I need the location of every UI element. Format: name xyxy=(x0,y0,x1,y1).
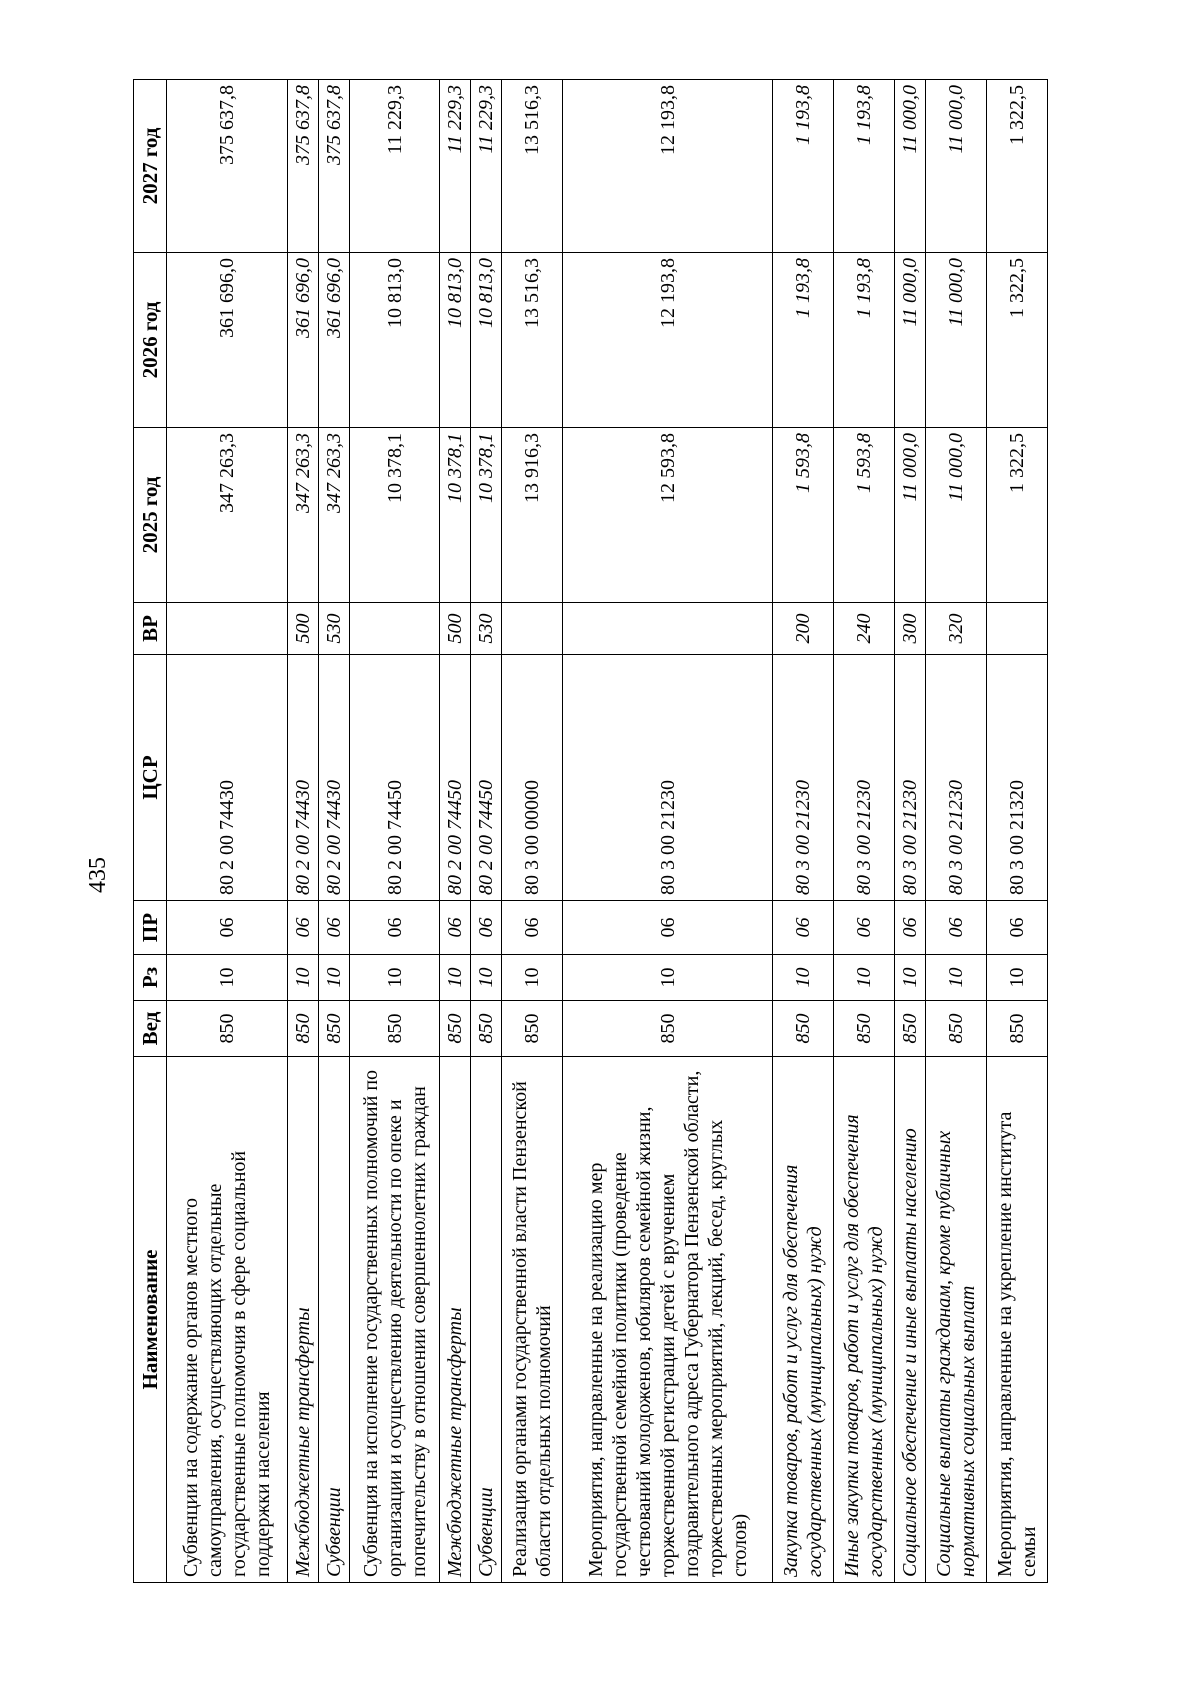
table-cell-vr xyxy=(987,603,1048,655)
header-2025: 2025 год xyxy=(134,428,167,603)
table-cell-2025: 13 916,3 xyxy=(502,428,563,603)
table-cell-2025: 347 263,3 xyxy=(287,428,318,603)
table-body xyxy=(167,80,1048,1583)
table-cell-pr: 06 xyxy=(287,901,318,955)
table-cell-vr: 240 xyxy=(834,603,895,655)
table-cell-ved: 850 xyxy=(318,1001,349,1057)
table-cell-pr: 06 xyxy=(834,901,895,955)
table-cell-csr: 80 2 00 74450 xyxy=(349,655,440,901)
table-cell-name: Иные закупки товаров, работ и услуг для обеспечения государственных (муниципальных) нужд xyxy=(834,1057,895,1583)
table-row xyxy=(502,80,563,1583)
header-vr: ВР xyxy=(134,603,167,655)
table-cell-rz: 10 xyxy=(926,955,987,1001)
table-cell-vr: 300 xyxy=(895,603,926,655)
table-cell-2026: 11 000,0 xyxy=(895,253,926,428)
table-cell-name: Субвенции на содержание органов местного самоуправления, осуществляющих отдельные государственные полномочия в сфере социальной поддержки населения xyxy=(167,1057,288,1583)
table-cell-pr: 06 xyxy=(440,901,471,955)
table-cell-2026: 10 813,0 xyxy=(471,253,502,428)
table-cell-csr: 80 3 00 21230 xyxy=(563,655,773,901)
table-cell-ved: 850 xyxy=(987,1001,1048,1057)
table-cell-2027: 13 516,3 xyxy=(502,80,563,253)
table-cell-2027: 12 193,8 xyxy=(563,80,773,253)
table-cell-name: Межбюджетные трансферты xyxy=(440,1057,471,1583)
table-cell-pr: 06 xyxy=(773,901,834,955)
table-cell-2025: 10 378,1 xyxy=(349,428,440,603)
table-cell-name: Социальные выплаты гражданам, кроме публичных нормативных социальных выплат xyxy=(926,1057,987,1583)
table-cell-name: Социальное обеспечение и иные выплаты населению xyxy=(895,1057,926,1583)
table-header-row xyxy=(134,80,167,1583)
table-cell-2026: 10 813,0 xyxy=(440,253,471,428)
table-cell-name: Мероприятия, направленные на реализацию мер государственной семейной политики (проведение чествований молодоженов, юбиляров семейной жизни, торжественной регистрации детей с вручением поздравительного адреса Губернатора Пензенской области, торжественных мероприятий, лекций, бесед, круглых столов) xyxy=(563,1057,773,1583)
table-cell-2027: 1 322,5 xyxy=(987,80,1048,253)
table-cell-name: Реализация органами государственной власти Пензенской области отдельных полномочий xyxy=(502,1057,563,1583)
table-cell-rz: 10 xyxy=(895,955,926,1001)
table-cell-csr: 80 3 00 21320 xyxy=(987,655,1048,901)
table-cell-name: Субвенции xyxy=(471,1057,502,1583)
table-cell-name: Мероприятия, направленные на укрепление института семьи xyxy=(987,1057,1048,1583)
table-cell-rz: 10 xyxy=(834,955,895,1001)
table-cell-rz: 10 xyxy=(318,955,349,1001)
table-row xyxy=(773,80,834,1583)
table-cell-csr: 80 2 00 74430 xyxy=(318,655,349,901)
table-row xyxy=(287,80,318,1583)
table-cell-csr: 80 2 00 74450 xyxy=(471,655,502,901)
table-cell-ved: 850 xyxy=(895,1001,926,1057)
table-row xyxy=(926,80,987,1583)
header-rz: Рз xyxy=(134,955,167,1001)
header-ved: Вед xyxy=(134,1001,167,1057)
table-cell-ved: 850 xyxy=(926,1001,987,1057)
table-cell-rz: 10 xyxy=(167,955,288,1001)
table-cell-pr: 06 xyxy=(563,901,773,955)
table-cell-ved: 850 xyxy=(563,1001,773,1057)
table-cell-ved: 850 xyxy=(471,1001,502,1057)
table-cell-pr: 06 xyxy=(167,901,288,955)
table-cell-2026: 361 696,0 xyxy=(287,253,318,428)
table-cell-2025: 10 378,1 xyxy=(440,428,471,603)
table-cell-ved: 850 xyxy=(167,1001,288,1057)
rotated-table-container xyxy=(133,80,1048,1583)
table-row xyxy=(318,80,349,1583)
table-cell-2026: 361 696,0 xyxy=(167,253,288,428)
table-cell-2025: 1 593,8 xyxy=(834,428,895,603)
table-cell-csr: 80 3 00 21230 xyxy=(926,655,987,901)
table-cell-rz: 10 xyxy=(287,955,318,1001)
table-cell-csr: 80 3 00 00000 xyxy=(502,655,563,901)
table-cell-2025: 1 593,8 xyxy=(773,428,834,603)
table-cell-ved: 850 xyxy=(287,1001,318,1057)
table-cell-2026: 13 516,3 xyxy=(502,253,563,428)
table-row xyxy=(167,80,288,1583)
table-cell-2025: 1 322,5 xyxy=(987,428,1048,603)
table-cell-2027: 11 229,3 xyxy=(440,80,471,253)
table-cell-2026: 1 193,8 xyxy=(834,253,895,428)
table-cell-2026: 1 193,8 xyxy=(773,253,834,428)
table-cell-vr xyxy=(349,603,440,655)
table-cell-vr: 530 xyxy=(318,603,349,655)
table-cell-rz: 10 xyxy=(440,955,471,1001)
table-cell-2026: 1 322,5 xyxy=(987,253,1048,428)
table-cell-vr xyxy=(563,603,773,655)
table-cell-vr: 500 xyxy=(287,603,318,655)
table-cell-2027: 11 000,0 xyxy=(895,80,926,253)
table-cell-2026: 10 813,0 xyxy=(349,253,440,428)
header-pr: ПР xyxy=(134,901,167,955)
table-row xyxy=(471,80,502,1583)
table-cell-name: Межбюджетные трансферты xyxy=(287,1057,318,1583)
table-cell-2025: 11 000,0 xyxy=(926,428,987,603)
table-cell-2027: 375 637,8 xyxy=(287,80,318,253)
table-cell-vr: 500 xyxy=(440,603,471,655)
table-cell-name: Субвенция на исполнение государственных полномочий по организации и осуществлению деятельности по опеке и попечительству в отношении совершеннолетних граждан xyxy=(349,1057,440,1583)
table-cell-vr: 530 xyxy=(471,603,502,655)
table-cell-vr xyxy=(502,603,563,655)
table-row xyxy=(349,80,440,1583)
table-cell-pr: 06 xyxy=(349,901,440,955)
table-cell-pr: 06 xyxy=(471,901,502,955)
table-cell-2027: 1 193,8 xyxy=(773,80,834,253)
table-cell-2025: 347 263,3 xyxy=(318,428,349,603)
table-cell-pr: 06 xyxy=(895,901,926,955)
table-cell-2027: 1 193,8 xyxy=(834,80,895,253)
table-cell-2025: 347 263,3 xyxy=(167,428,288,603)
table-cell-2025: 11 000,0 xyxy=(895,428,926,603)
table-cell-rz: 10 xyxy=(773,955,834,1001)
table-cell-vr: 200 xyxy=(773,603,834,655)
table-cell-ved: 850 xyxy=(834,1001,895,1057)
table-row xyxy=(563,80,773,1583)
table-cell-pr: 06 xyxy=(987,901,1048,955)
table-cell-ved: 850 xyxy=(502,1001,563,1057)
table-cell-vr: 320 xyxy=(926,603,987,655)
table-cell-2027: 11 229,3 xyxy=(349,80,440,253)
table-cell-rz: 10 xyxy=(987,955,1048,1001)
table-cell-2027: 11 000,0 xyxy=(926,80,987,253)
table-cell-name: Субвенции xyxy=(318,1057,349,1583)
table-cell-rz: 10 xyxy=(471,955,502,1001)
table-cell-2026: 11 000,0 xyxy=(926,253,987,428)
page-number: 435 xyxy=(85,857,111,893)
table-row xyxy=(895,80,926,1583)
table-cell-csr: 80 3 00 21230 xyxy=(773,655,834,901)
table-cell-csr: 80 2 00 74450 xyxy=(440,655,471,901)
table-cell-rz: 10 xyxy=(349,955,440,1001)
table-cell-name: Закупка товаров, работ и услуг для обеспечения государственных (муниципальных) нужд xyxy=(773,1057,834,1583)
table-cell-csr: 80 3 00 21230 xyxy=(895,655,926,901)
table-cell-2025: 10 378,1 xyxy=(471,428,502,603)
table-cell-vr xyxy=(167,603,288,655)
table-cell-csr: 80 3 00 21230 xyxy=(834,655,895,901)
header-name: Наименование xyxy=(134,1057,167,1583)
table-cell-2027: 11 229,3 xyxy=(471,80,502,253)
table-cell-csr: 80 2 00 74430 xyxy=(167,655,288,901)
table-row xyxy=(834,80,895,1583)
table-cell-ved: 850 xyxy=(440,1001,471,1057)
table-row xyxy=(987,80,1048,1583)
header-2026: 2026 год xyxy=(134,253,167,428)
header-csr: ЦСР xyxy=(134,655,167,901)
table-cell-rz: 10 xyxy=(502,955,563,1001)
table-cell-csr: 80 2 00 74430 xyxy=(287,655,318,901)
table-cell-ved: 850 xyxy=(349,1001,440,1057)
budget-table xyxy=(133,79,1048,1583)
table-cell-ved: 850 xyxy=(773,1001,834,1057)
table-cell-2027: 375 637,8 xyxy=(167,80,288,253)
table-cell-2025: 12 593,8 xyxy=(563,428,773,603)
table-cell-rz: 10 xyxy=(563,955,773,1001)
table-cell-2026: 12 193,8 xyxy=(563,253,773,428)
table-row xyxy=(440,80,471,1583)
table-cell-2027: 375 637,8 xyxy=(318,80,349,253)
header-2027: 2027 год xyxy=(134,80,167,253)
table-cell-2026: 361 696,0 xyxy=(318,253,349,428)
table-cell-pr: 06 xyxy=(502,901,563,955)
table-cell-pr: 06 xyxy=(926,901,987,955)
table-cell-pr: 06 xyxy=(318,901,349,955)
